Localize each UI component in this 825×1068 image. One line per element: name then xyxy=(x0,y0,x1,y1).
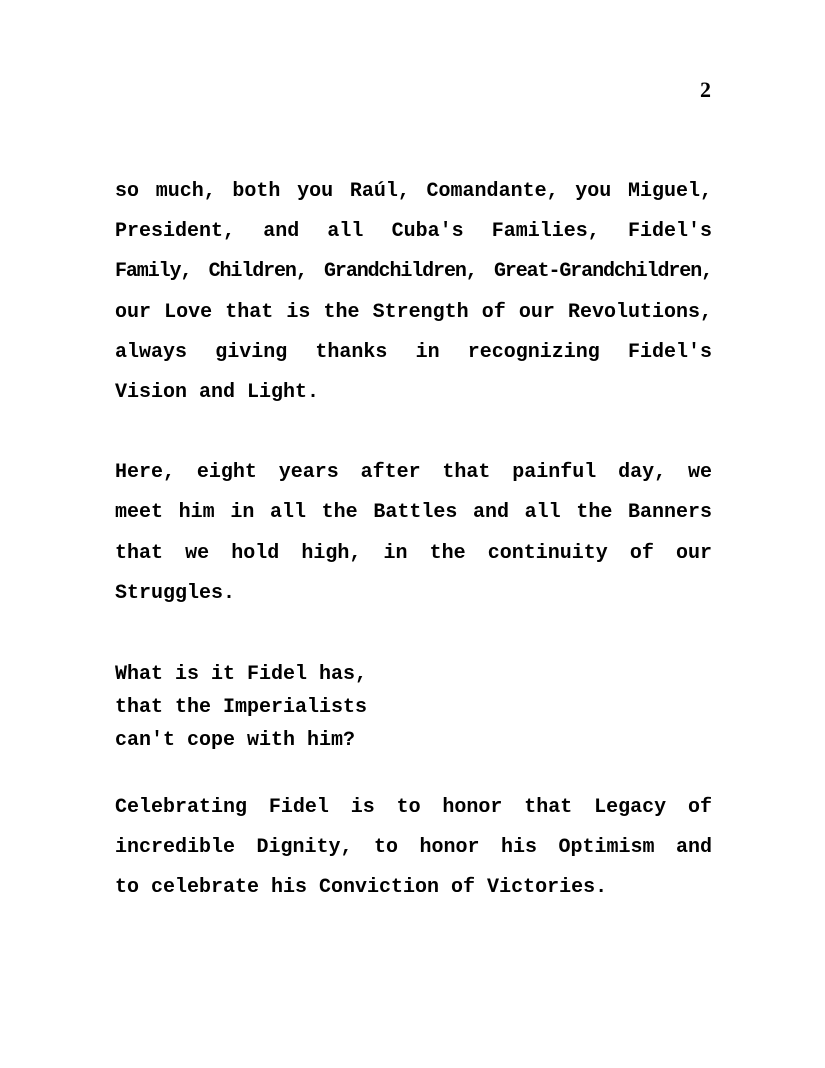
text-line: to celebrate his Conviction of Victories. xyxy=(115,876,608,900)
verse-line: What is it Fidel has, xyxy=(115,663,368,687)
text-line: Struggles. xyxy=(115,581,236,605)
text-line: so much, both you Raúl, Comandante, you Miguel, xyxy=(115,180,712,203)
text-line: Vision and Light. xyxy=(115,381,320,405)
verse-block xyxy=(115,658,712,757)
text-line: Here, eight years after that painful day, we xyxy=(115,461,712,485)
text-line: President, and all Cuba's Families, Fidel's xyxy=(115,220,712,244)
text-line: always giving thanks in recognizing Fidel's xyxy=(115,340,712,364)
text-line: incredible Dignity, to honor his Optimism and xyxy=(115,836,712,860)
paragraph-3 xyxy=(115,788,712,909)
text-line: Celebrating Fidel is to honor that Legacy of xyxy=(115,796,712,820)
paragraph-1 xyxy=(115,172,712,413)
text-line: meet him in all the Battles and all the Banners xyxy=(115,501,712,525)
verse-line: that the Imperialists xyxy=(115,696,368,720)
text-line: our Love that is the Strength of our Revolutions, xyxy=(115,300,712,324)
page-number: 2 xyxy=(700,77,711,102)
text-line: Family, Children, Grandchildren, Great-Grandchildren, xyxy=(115,260,712,284)
paragraph-2 xyxy=(115,453,712,614)
verse-line: can't cope with him? xyxy=(115,729,356,753)
text-line: that we hold high, in the continuity of our xyxy=(115,541,712,565)
document-body xyxy=(115,172,712,909)
